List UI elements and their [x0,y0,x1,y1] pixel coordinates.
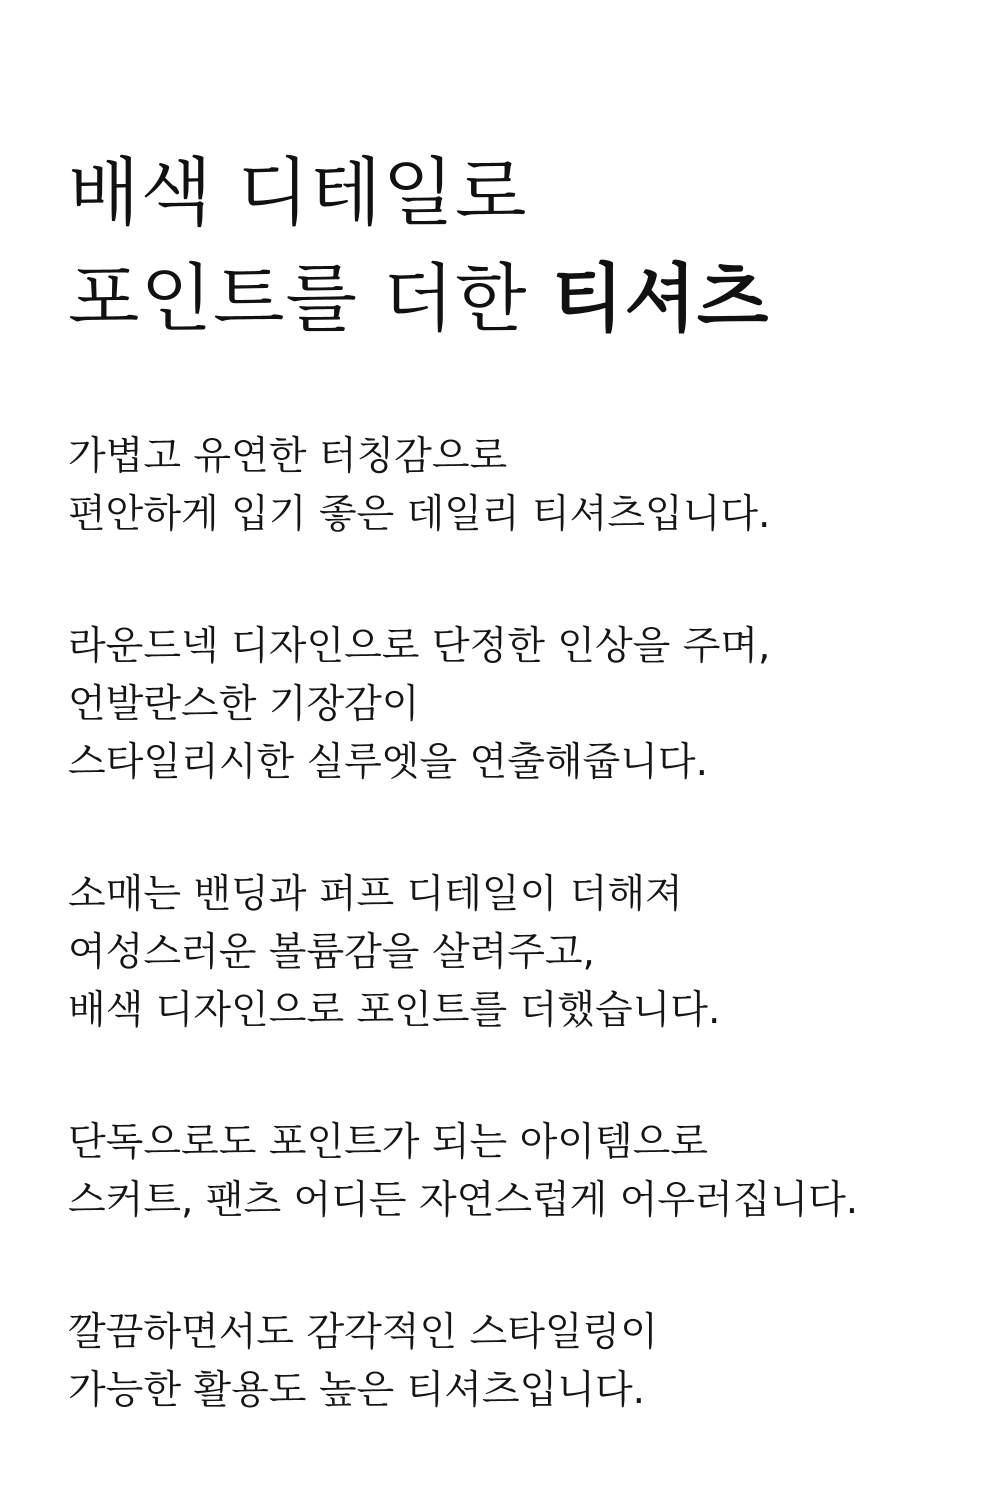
description-line: 편안하게 입기 좋은 데일리 티셔츠입니다. [68,492,771,537]
page-title [68,140,968,352]
description-line: 배색 디자인으로 포인트를 더했습니다. [68,988,721,1033]
description-paragraph [68,618,968,792]
description-line: 스타일리시한 실루엣을 연출해줍니다. [68,740,708,785]
description-line: 가능한 활용도 높은 티셔츠입니다. [68,1368,646,1413]
description-paragraph [68,1304,968,1420]
title-line-2 [68,246,968,352]
description-body [68,428,968,1494]
description-line: 라운드넥 디자인으로 단정한 인상을 주며, [68,624,771,669]
description-paragraph [68,866,968,1040]
description-line: 언발란스한 기장감이 [68,682,420,727]
title-emphasis: 티셔츠 [551,256,770,342]
description-line: 여성스러운 볼륨감을 살려주고, [68,930,595,975]
description-line: 스커트, 팬츠 어디든 자연스럽게 어우러집니다. [68,1178,859,1223]
title-line-1: 배색 디테일로 [68,150,528,236]
title-line-2-prefix: 포인트를 더한 [68,256,528,342]
description-line: 소매는 밴딩과 퍼프 디테일이 더해져 [68,872,683,917]
description-line: 가볍고 유연한 터칭감으로 [68,434,508,479]
description-line: 깔끔하면서도 감각적인 스타일링이 [68,1310,658,1355]
description-paragraph [68,1114,968,1230]
description-line: 단독으로도 포인트가 되는 아이템으로 [68,1120,708,1165]
description-paragraph [68,428,968,544]
